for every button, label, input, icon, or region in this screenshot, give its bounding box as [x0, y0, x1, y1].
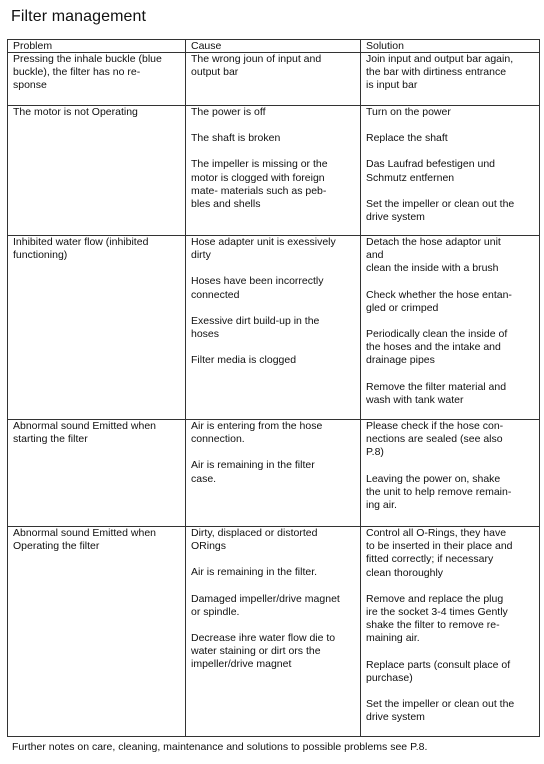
- solution-text: Turn on the power: [366, 106, 451, 118]
- problem-text: Abnormal sound Emitted when starting the filter: [13, 420, 156, 446]
- column-header-cause: Cause: [186, 40, 361, 53]
- problem-cell: [8, 236, 186, 420]
- cause-text: Hoses have been incorrectly connected: [191, 275, 324, 301]
- problem-text: Pressing the inhale buckle (blue buckle), the filter has no re- sponse: [13, 53, 162, 92]
- problem-cell: [8, 53, 186, 106]
- solution-text: Detach the hose adaptor unit and clean the inside with a brush: [366, 236, 501, 275]
- cause-text: Hose adapter unit is exessively dirty: [191, 236, 336, 262]
- troubleshooting-table: [7, 39, 540, 737]
- cause-text: The impeller is missing or the motor is clogged with foreign mate- materials such as peb- bles and shells: [191, 158, 328, 211]
- cause-text: Decrease ihre water flow die to water staining or dirt ors the impeller/drive magnet: [191, 632, 336, 671]
- solution-text: Periodically clean the inside of the hoses and the intake and drainage pipes: [366, 328, 508, 367]
- table-row: [8, 106, 540, 236]
- solution-text: Remove the filter material and wash with tank water: [366, 380, 507, 406]
- footnote: Further notes on care, cleaning, maintenance and solutions to possible problems see P.8.: [12, 741, 428, 753]
- page-title: Filter management: [11, 8, 147, 25]
- cause-text: Exessive dirt build-up in the hoses: [191, 314, 320, 341]
- table-row: [8, 53, 540, 106]
- solution-text: Replace parts (consult place of purchase): [366, 658, 511, 684]
- cause-text: The shaft is broken: [191, 132, 281, 145]
- solution-text: Leaving the power on, shake the unit to help remove remain- ing air.: [366, 472, 512, 512]
- cause-text: Air is entering from the hose connection.: [191, 420, 323, 446]
- cause-text: Dirty, displaced or distorted ORings: [191, 527, 318, 553]
- table-row: [8, 420, 540, 527]
- problem-cell: [8, 106, 186, 236]
- cause-text: Filter media is clogged: [191, 354, 297, 367]
- cause-text: Damaged impeller/drive magnet or spindle.: [191, 592, 340, 618]
- problem-cell: [8, 420, 186, 527]
- solution-text: Set the impeller or clean out the drive system: [366, 197, 515, 224]
- cause-cell: [186, 420, 361, 527]
- solution-text: Control all O-Rings, they have to be inserted in their place and fitted correctly; if necessary clean thoroughly: [366, 527, 513, 579]
- solution-text: Replace the shaft: [366, 132, 448, 145]
- solution-cell: [361, 420, 540, 527]
- cause-cell: [186, 236, 361, 420]
- table-row: [8, 527, 540, 737]
- cause-text: Air is remaining in the filter.: [191, 566, 318, 579]
- solution-cell: [361, 106, 540, 236]
- table-row: [8, 236, 540, 420]
- cause-text: Air is remaining in the filter case.: [191, 459, 315, 485]
- solution-cell: [361, 527, 540, 737]
- cause-text: The wrong joun of input and output bar: [191, 53, 322, 79]
- problem-text: The motor is not Operating: [13, 106, 138, 118]
- table-header-row: [8, 40, 540, 53]
- solution-cell: [361, 236, 540, 420]
- cause-cell: [186, 53, 361, 106]
- solution-text: Das Laufrad befestigen und Schmutz entfernen: [366, 158, 496, 184]
- solution-text: Set the impeller or clean out the drive system: [366, 698, 515, 724]
- cause-cell: [186, 106, 361, 236]
- column-header-problem: Problem: [8, 40, 186, 53]
- cause-text: The power is off: [191, 106, 266, 118]
- solution-text: Remove and replace the plug ire the socket 3-4 times Gently shake the filter to remove re- maining air.: [366, 592, 508, 645]
- problem-text: Abnormal sound Emitted when Operating the filter: [13, 527, 156, 553]
- solution-cell: [361, 53, 540, 106]
- column-header-solution: Solution: [361, 40, 540, 53]
- solution-text: Check whether the hose entan- gled or crimped: [366, 288, 512, 314]
- problem-cell: [8, 527, 186, 737]
- solution-text: Please check if the hose con- nections are sealed (see also P.8): [366, 420, 504, 459]
- cause-cell: [186, 527, 361, 737]
- problem-text: Inhibited water flow (inhibited functioning): [13, 236, 149, 262]
- solution-text: Join input and output bar again, the bar with dirtiness entrance is input bar: [366, 53, 514, 92]
